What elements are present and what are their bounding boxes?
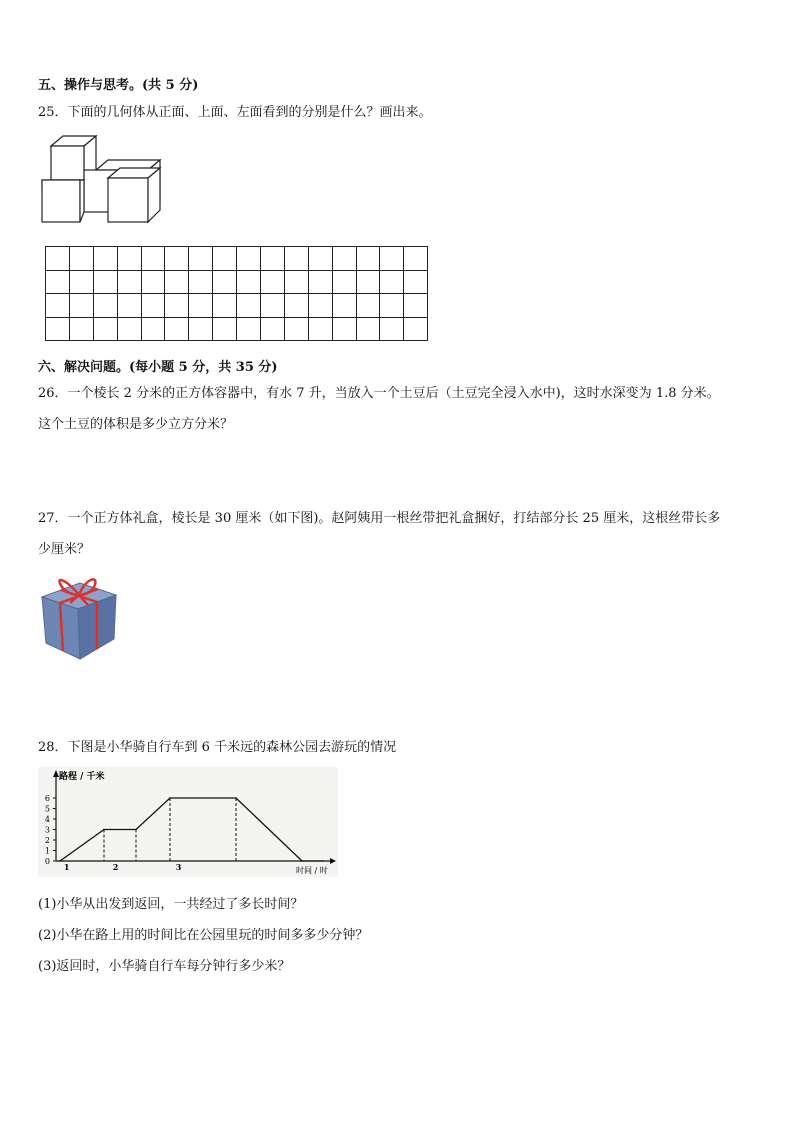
cube-top-front [51, 146, 84, 180]
grid-cell[interactable] [46, 294, 70, 318]
grid-cell[interactable] [117, 294, 141, 318]
grid-cell[interactable] [165, 317, 189, 341]
grid-cell[interactable] [117, 247, 141, 271]
cube-figure [38, 134, 164, 226]
grid-cell[interactable] [69, 317, 93, 341]
grid-cell[interactable] [237, 270, 261, 294]
grid-cell[interactable] [308, 270, 332, 294]
grid-cell[interactable] [284, 294, 308, 318]
data-point [322, 860, 324, 862]
x-axis-label: 时间 / 时 [296, 866, 328, 875]
cube-right-front [108, 178, 148, 222]
grid-row [46, 247, 428, 271]
y-axis-label: 路程 / 千米 [59, 772, 105, 782]
grid-cell[interactable] [261, 270, 285, 294]
y-tick-label: 3 [44, 825, 50, 835]
grid-cell[interactable] [284, 247, 308, 271]
question-27-line2: 少厘米？ [38, 542, 91, 557]
grid-cell[interactable] [93, 317, 117, 341]
grid-cell[interactable] [46, 317, 70, 341]
grid-cell[interactable] [261, 247, 285, 271]
grid-cell[interactable] [189, 317, 213, 341]
grid-cell[interactable] [189, 294, 213, 318]
grid-cell[interactable] [141, 317, 165, 341]
data-point [169, 797, 171, 799]
y-tick-label: 0 [44, 857, 50, 866]
grid-cell[interactable] [261, 294, 285, 318]
grid-cell[interactable] [380, 294, 404, 318]
distance-time-chart [38, 767, 338, 877]
grid-cell[interactable] [261, 317, 285, 341]
question-25: 25．下面的几何体从正面、上面、左面看到的分别是什么？画出来。 [38, 105, 432, 120]
y-tick-label: 5 [44, 804, 50, 814]
grid-cell[interactable] [93, 294, 117, 318]
x-tick-label: 1 [63, 862, 70, 872]
grid-cell[interactable] [69, 270, 93, 294]
grid-cell[interactable] [284, 270, 308, 294]
grid-cell[interactable] [380, 247, 404, 271]
question-28-sub2: (2)小华在路上用的时间比在公园里玩的时间多多少分钟？ [38, 928, 369, 943]
grid-row [46, 270, 428, 294]
grid-cell[interactable] [308, 247, 332, 271]
grid-cell[interactable] [404, 317, 428, 341]
grid-cell[interactable] [165, 294, 189, 318]
data-point [103, 829, 105, 831]
cube-left-front [42, 180, 80, 222]
cube-left-side [80, 180, 84, 222]
data-point [235, 797, 237, 799]
grid-cell[interactable] [308, 294, 332, 318]
question-28-sub1: (1)小华从出发到返回，一共经过了多长时间？ [38, 897, 304, 912]
grid-cell[interactable] [404, 270, 428, 294]
grid-cell[interactable] [237, 294, 261, 318]
y-tick-label: 2 [44, 836, 50, 845]
grid-cell[interactable] [213, 247, 237, 271]
grid-cell[interactable] [189, 270, 213, 294]
y-tick-label: 6 [44, 794, 50, 803]
grid-cell[interactable] [404, 294, 428, 318]
grid-cell[interactable] [165, 270, 189, 294]
grid-cell[interactable] [141, 294, 165, 318]
y-tick-label: 4 [44, 815, 50, 824]
grid-row [46, 317, 428, 341]
x-tick-label: 2 [112, 862, 119, 872]
grid-cell[interactable] [117, 270, 141, 294]
grid-cell[interactable] [141, 270, 165, 294]
data-point [59, 860, 61, 862]
grid-cell[interactable] [213, 294, 237, 318]
grid-cell[interactable] [356, 317, 380, 341]
grid-cell[interactable] [141, 247, 165, 271]
grid-cell[interactable] [93, 270, 117, 294]
question-28: 28．下图是小华骑自行车到 6 千米远的森林公园去游玩的情况 [38, 740, 397, 755]
x-tick-label: 3 [175, 862, 182, 872]
grid-cell[interactable] [237, 317, 261, 341]
question-26-line1: 26．一个棱长 2 分米的正方体容器中，有水 7 升，当放入一个土豆后（土豆完全浸入水中)，这时水深变为 1.8 分米。 [38, 386, 720, 401]
grid-cell[interactable] [69, 294, 93, 318]
grid-cell[interactable] [165, 247, 189, 271]
grid-cell[interactable] [46, 270, 70, 294]
grid-cell[interactable] [332, 247, 356, 271]
drawing-grid[interactable] [45, 246, 428, 341]
grid-cell[interactable] [189, 247, 213, 271]
grid-cell[interactable] [237, 247, 261, 271]
grid-cell[interactable] [69, 247, 93, 271]
grid-cell[interactable] [93, 247, 117, 271]
question-27-line1: 27．一个正方体礼盒，棱长是 30 厘米（如下图)。赵阿姨用一根丝带把礼盒捆好，打结部分长 25 厘米，这根丝带长多 [38, 511, 721, 526]
grid-cell[interactable] [308, 317, 332, 341]
grid-cell[interactable] [213, 270, 237, 294]
grid-cell[interactable] [332, 270, 356, 294]
grid-cell[interactable] [356, 247, 380, 271]
section5-title: 五、操作与思考。(共 5 分) [38, 78, 199, 93]
grid-cell[interactable] [332, 294, 356, 318]
question-28-sub3: (3)返回时，小华骑自行车每分钟行多少米？ [38, 959, 291, 974]
gift-box-image [36, 573, 120, 661]
grid-cell[interactable] [117, 317, 141, 341]
grid-cell[interactable] [356, 270, 380, 294]
grid-cell[interactable] [356, 294, 380, 318]
grid-cell[interactable] [284, 317, 308, 341]
question-26-line2: 这个土豆的体积是多少立方分米？ [38, 417, 234, 432]
y-tick-label: 1 [44, 846, 50, 856]
data-point [301, 860, 303, 862]
grid-row [46, 294, 428, 318]
data-point [135, 829, 137, 831]
grid-cell[interactable] [404, 247, 428, 271]
cube-right-side [148, 168, 160, 222]
grid-cell[interactable] [46, 247, 70, 271]
grid-cell[interactable] [332, 317, 356, 341]
section6-title: 六、解决问题。(每小题 5 分，共 35 分) [38, 360, 278, 375]
grid-cell[interactable] [380, 317, 404, 341]
grid-cell[interactable] [380, 270, 404, 294]
grid-cell[interactable] [213, 317, 237, 341]
